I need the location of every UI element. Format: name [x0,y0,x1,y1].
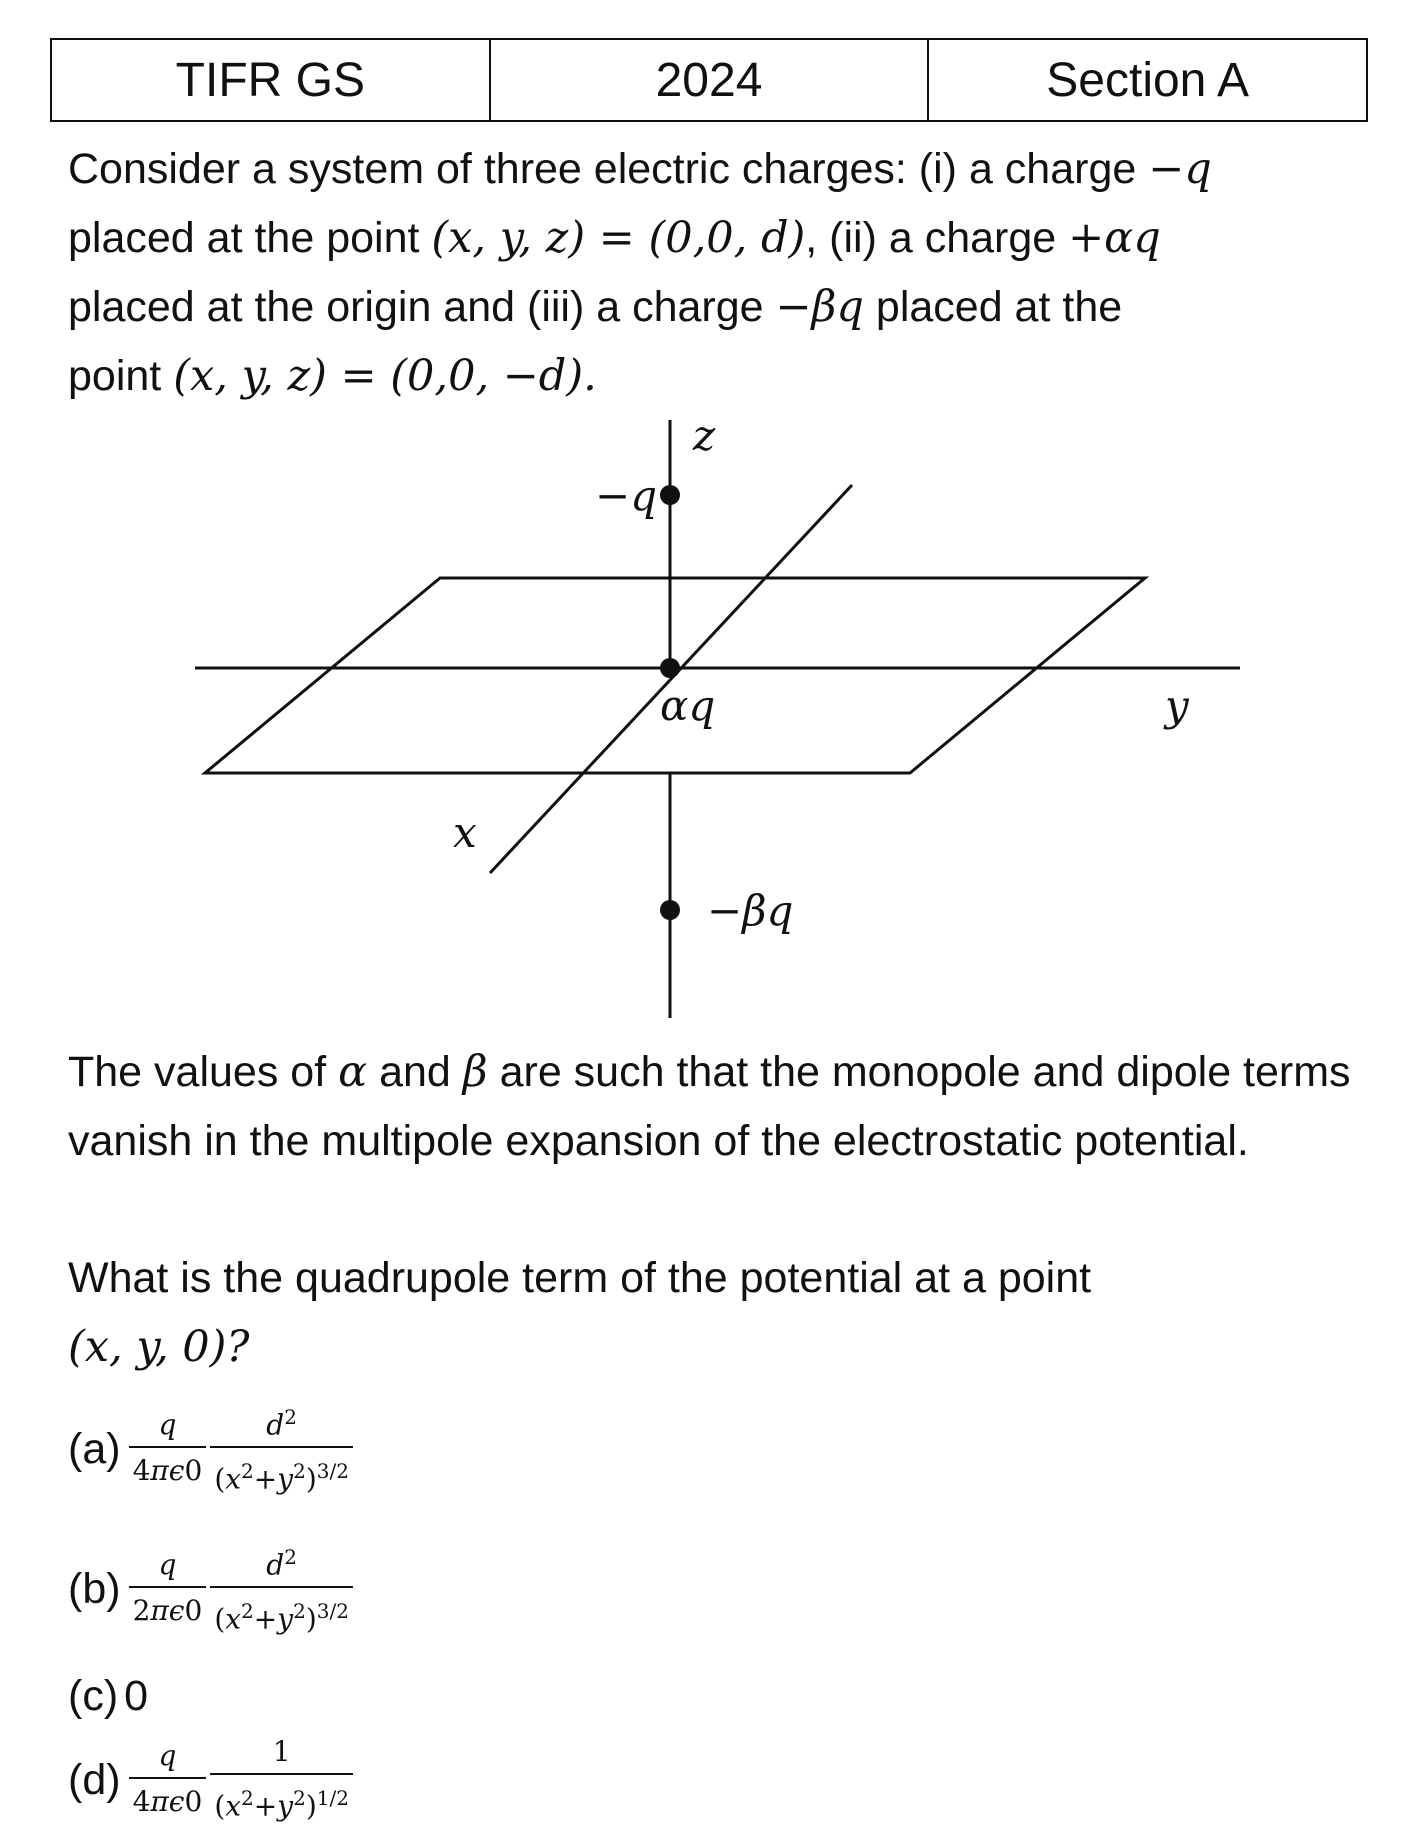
label-top-charge: −q [595,471,658,520]
option-d-frac-2: $\frac{1}{(x^2+y^2)^{1/2}}$ [210,1735,353,1825]
cond-text-3: are such that the monopole and dipole terms vanish in the multipole expansion of the electrostatic potential. [68,1048,1351,1165]
ask-point: (x, y, 0)? [68,1322,250,1372]
option-a-frac-2: $\frac{d^2}{(x^2+y^2)^{3/2}}$ [210,1400,353,1499]
cond-text-1: The values of [68,1048,339,1096]
charge-top: −q [1148,144,1212,194]
intro-text-2: placed at the point [68,214,432,262]
option-c-value: 0 [124,1672,149,1720]
label-z: z [693,415,716,460]
charge-origin: +αq [1068,213,1161,263]
intro-text-3: , (ii) a charge [805,214,1069,262]
charge-top-dot [660,485,680,505]
option-b-frac-1: $\frac{q}{2\pi\epsilon 0}$ [129,1548,207,1630]
cond-text-2: and [367,1048,463,1096]
option-b[interactable] [68,1540,355,1639]
label-bottom-charge: −βq [707,886,794,935]
header-table [50,38,1368,122]
charge-diagram [185,415,1245,1025]
ask-text: What is the quadrupole term of the potential at a point [68,1254,1092,1302]
charge-bottom-dot [660,900,680,920]
intro-text-6: point [68,352,174,400]
label-x: x [453,808,477,857]
charge-origin-dot [660,658,680,678]
option-a[interactable] [68,1400,355,1499]
option-b-label: (b) [68,1564,121,1613]
alpha-symbol: α [338,1047,368,1097]
header-year: 2024 [491,40,930,120]
option-b-frac-2: $\frac{d^2}{(x^2+y^2)^{3/2}}$ [210,1540,353,1639]
question-ask [68,1244,1368,1382]
coords-bottom: (x, y, z) = (0,0, −d). [173,351,597,401]
intro-text-5: placed at the [863,283,1123,331]
option-d-frac-1: $\frac{q}{4\pi\epsilon 0}$ [129,1739,207,1821]
beta-symbol: β [462,1047,488,1097]
charge-bottom: −βq [775,282,864,332]
question-intro [68,135,1368,411]
intro-text-1: Consider a system of three electric charges: (i) a charge [68,145,1149,193]
option-d[interactable] [68,1735,355,1825]
option-d-label: (d) [68,1755,121,1804]
label-origin-charge: αq [660,681,716,730]
intro-text-4: placed at the origin and (iii) a charge [68,283,776,331]
question-condition [68,1038,1368,1176]
label-y: y [1165,681,1189,730]
header-exam: TIFR GS [52,40,491,120]
coords-top: (x, y, z) = (0,0, d) [431,213,806,263]
option-c-label: (c) [68,1672,119,1720]
header-section: Section A [1046,53,1250,107]
option-a-label: (a) [68,1424,121,1473]
option-a-frac-1: $\frac{q}{4\pi\epsilon 0}$ [129,1408,207,1490]
option-c[interactable] [68,1672,148,1721]
